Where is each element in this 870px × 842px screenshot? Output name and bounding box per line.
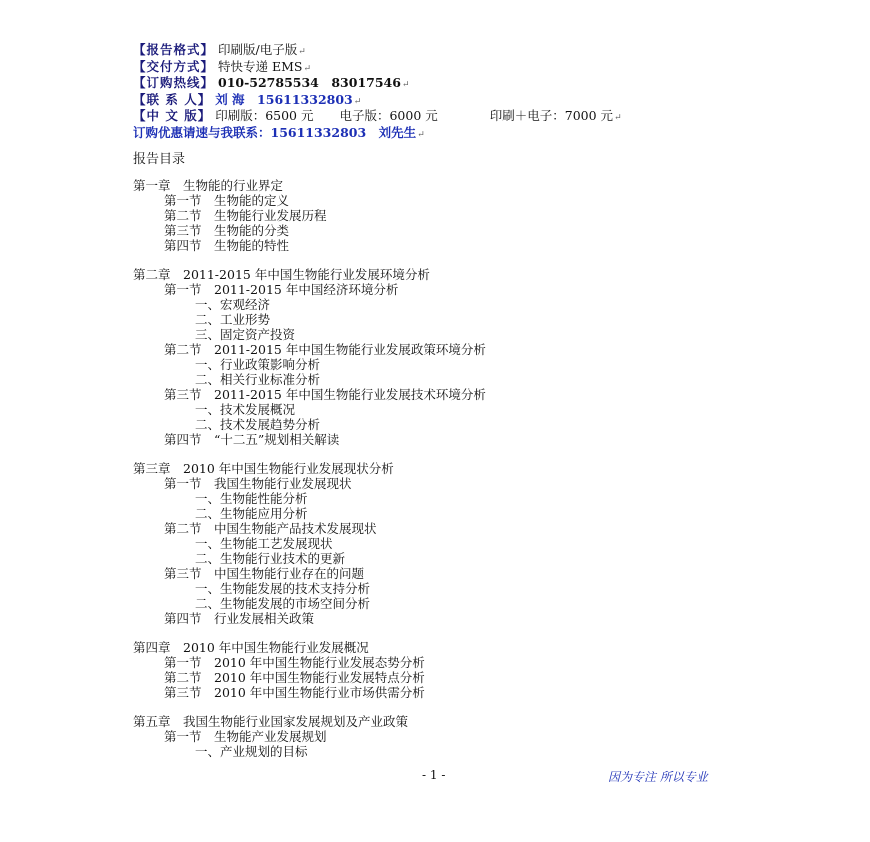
toc-section: 第一节 生物能产业发展规划 (164, 729, 327, 744)
toc-item: 二、工业形势 (195, 312, 271, 327)
toc-section: 第三节 2010 年中国生物能行业市场供需分析 (164, 685, 425, 700)
toc-spacer (133, 700, 773, 714)
table-of-contents (133, 178, 773, 759)
return-mark-icon: ↵ (417, 129, 425, 140)
page-number: - 1 - (422, 768, 446, 782)
section-title: 报告目录 (133, 152, 186, 167)
return-mark-icon: ↵ (614, 113, 622, 123)
toc-section: 第一节 2010 年中国生物能行业发展态势分析 (164, 655, 425, 670)
toc-item: 二、相关行业标准分析 (195, 372, 321, 387)
toc-spacer (133, 447, 773, 461)
footer-slogan: 因为专注 所以专业 (608, 770, 708, 784)
contact-row (133, 92, 773, 109)
report-format-row (133, 42, 773, 59)
order-info-block (133, 42, 773, 141)
hotline-value: 010-52785534 83017546 (218, 75, 401, 90)
delivery-label: 【交付方式】 (133, 58, 215, 74)
hotline-label: 【订购热线】 (133, 75, 215, 90)
toc-section: 第二节 2010 年中国生物能行业发展特点分析 (164, 670, 425, 685)
toc-spacer (133, 626, 773, 640)
toc-section: 第四节 行业发展相关政策 (164, 611, 315, 626)
delivery-row (133, 59, 773, 76)
report-format-value: 印刷版/电子版 (218, 42, 298, 57)
toc-section: 第二节 中国生物能产品技术发展现状 (164, 521, 377, 536)
toc-section: 第一节 我国生物能行业发展现状 (164, 476, 352, 491)
promo-text: 订购优惠请速与我联系：15611332803 刘先生 (133, 124, 417, 140)
toc-chapter: 第五章 我国生物能行业国家发展规划及产业政策 (133, 714, 409, 729)
contact-label: 【联 系 人】 (133, 91, 212, 107)
toc-item: 一、宏观经济 (195, 297, 271, 312)
price-digital: 电子版：6000 元 (339, 108, 438, 123)
toc-item: 二、技术发展趋势分析 (195, 417, 321, 432)
return-mark-icon: ↵ (298, 47, 306, 57)
price-row (133, 108, 773, 125)
toc-item: 一、产业规划的目标 (195, 744, 308, 759)
price-combined: 印刷＋电子：7000 元 (489, 108, 614, 123)
toc-item: 一、生物能工艺发展现状 (195, 536, 333, 551)
return-mark-icon: ↵ (353, 96, 362, 107)
toc-section: 第三节 中国生物能行业存在的问题 (164, 566, 365, 581)
toc-spacer (133, 253, 773, 267)
toc-chapter: 第一章 生物能的行业界定 (133, 178, 284, 193)
toc-item: 二、生物能发展的市场空间分析 (195, 596, 371, 611)
toc-item: 三、固定资产投资 (195, 327, 296, 342)
return-mark-icon: ↵ (303, 63, 312, 74)
toc-section: 第一节 生物能的定义 (164, 193, 290, 208)
report-format-label: 【报告格式】 (133, 42, 215, 57)
chinese-edition-label: 【中 文 版】 (133, 108, 212, 123)
toc-section: 第四节 生物能的特性 (164, 238, 290, 253)
toc-chapter: 第二章 2011-2015 年中国生物能行业发展环境分析 (133, 267, 430, 282)
toc-item: 一、技术发展概况 (195, 402, 296, 417)
contact-value: 刘 海 15611332803 (215, 91, 353, 107)
toc-chapter: 第四章 2010 年中国生物能行业发展概况 (133, 640, 369, 655)
toc-item: 二、生物能应用分析 (195, 506, 308, 521)
toc-section: 第二节 2011-2015 年中国生物能行业发展政策环境分析 (164, 342, 486, 357)
toc-section: 第三节 2011-2015 年中国生物能行业发展技术环境分析 (164, 387, 486, 402)
hotline-row (133, 75, 773, 92)
toc-item: 一、生物能性能分析 (195, 491, 308, 506)
price-print: 印刷版：6500 元 (215, 108, 314, 123)
toc-section: 第二节 生物能行业发展历程 (164, 208, 327, 223)
toc-item: 一、生物能发展的技术支持分析 (195, 581, 371, 596)
promo-row (133, 125, 773, 142)
toc-section: 第四节 “十二五”规划相关解读 (164, 432, 340, 447)
toc-section: 第三节 生物能的分类 (164, 223, 290, 238)
toc-chapter: 第三章 2010 年中国生物能行业发展现状分析 (133, 461, 394, 476)
delivery-value: 特快专递 EMS (218, 58, 303, 74)
toc-item: 一、行业政策影响分析 (195, 357, 321, 372)
return-mark-icon: ↵ (401, 80, 410, 90)
toc-section: 第一节 2011-2015 年中国经济环境分析 (164, 282, 399, 297)
toc-item: 二、生物能行业技术的更新 (195, 551, 346, 566)
